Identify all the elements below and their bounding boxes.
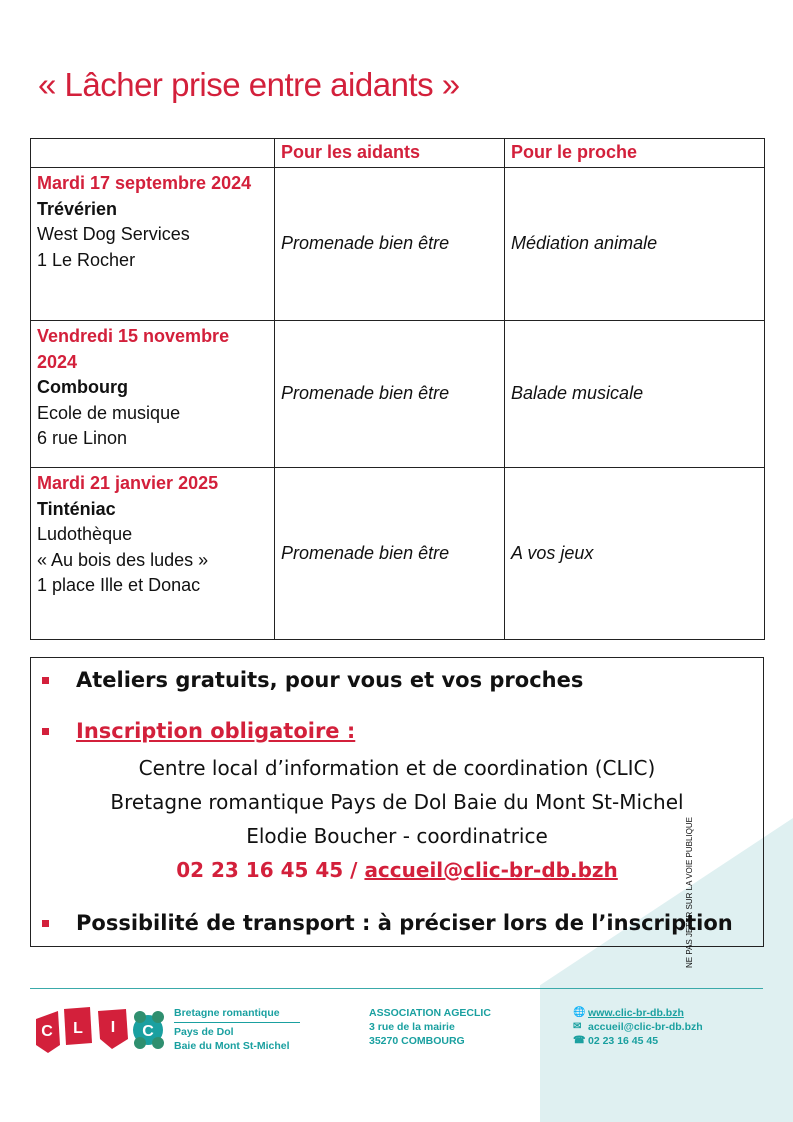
bullet-square-icon <box>42 677 49 684</box>
phone-number: 02 23 16 45 45 <box>176 858 344 882</box>
logo-l-shape <box>64 1007 92 1045</box>
footer-street: 3 rue de la mairie <box>369 1021 455 1033</box>
logo-c-shape <box>36 1011 60 1053</box>
event-date: Vendredi 15 novembre 2024 <box>37 326 230 372</box>
footer-divider <box>30 988 763 989</box>
logo-letter: L <box>73 1020 83 1037</box>
event-town: Tinténiac <box>37 498 116 519</box>
footer-website-link[interactable]: www.clic-br-db.bzh <box>588 1007 684 1019</box>
proche-activity: Balade musicale <box>505 321 765 468</box>
table-row <box>31 468 765 640</box>
event-place-line: « Au bois des ludes » <box>37 549 209 570</box>
clic-area-line: Bretagne romantique Pays de Dol Baie du Mont St-Michel <box>110 790 684 814</box>
footer-email[interactable]: accueil@clic-br-db.bzh <box>588 1021 703 1033</box>
envelope-icon: ✉ <box>573 1021 582 1032</box>
event-place-line: 1 place Ille et Donac <box>37 575 201 595</box>
transport-text: Possibilité de transport : à préciser lors de l’inscription <box>76 911 733 935</box>
aidants-activity: Promenade bien être <box>275 321 505 468</box>
clic-name-line: Centre local d’information et de coordination (CLIC) <box>138 756 656 780</box>
page-title: « Lâcher prise entre aidants » <box>38 66 460 103</box>
proche-activity: A vos jeux <box>505 468 765 640</box>
footer-phone: 02 23 16 45 45 <box>588 1035 659 1047</box>
event-place-line: 6 rue Linon <box>37 428 128 448</box>
event-town: Combourg <box>37 377 128 397</box>
aidants-activity: Promenade bien être <box>275 168 505 321</box>
logo-letter: I <box>110 1019 116 1036</box>
table-header-row <box>31 139 765 168</box>
bullet-square-icon <box>42 728 49 735</box>
event-town: Trévérien <box>37 198 118 219</box>
bullet-square-icon <box>42 920 49 927</box>
coordinator-line: Elodie Boucher - coordinatrice <box>246 824 548 848</box>
footer-web-row <box>573 1006 703 1020</box>
logo-i-shape <box>98 1009 128 1049</box>
event-place-line: 1 Le Rocher <box>37 249 136 270</box>
event-cell <box>31 468 275 640</box>
event-place-line: Ecole de musique <box>37 402 181 423</box>
footer-territory-line: Pays de Dol <box>174 1026 234 1038</box>
logo-letter: C <box>41 1023 53 1040</box>
event-cell <box>31 168 275 321</box>
footer-territory-rule <box>174 1022 300 1023</box>
free-workshops-text: Ateliers gratuits, pour vous et vos proches <box>76 668 584 692</box>
header-empty <box>31 139 275 168</box>
event-cell <box>31 321 275 468</box>
logo-letter: C <box>142 1023 154 1040</box>
footer-address <box>369 1006 491 1048</box>
phone-icon: ☎ <box>573 1035 586 1046</box>
registration-heading: Inscription obligatoire : <box>76 719 356 743</box>
event-place-line: West Dog Services <box>37 224 190 244</box>
schedule-table <box>30 138 765 640</box>
footer-territory <box>174 1006 300 1053</box>
event-place-line: Ludothèque <box>37 524 133 544</box>
logo-c2-shape <box>133 1011 164 1049</box>
vertical-disposal-note: NE PAS JETER SUR LA VOIE PUBLIQUE <box>685 816 694 968</box>
table-row <box>31 168 765 321</box>
proche-activity: Médiation animale <box>505 168 765 321</box>
globe-icon: 🌐 <box>573 1007 586 1018</box>
footer-association-name: ASSOCIATION AGECLIC <box>369 1007 491 1019</box>
aidants-activity: Promenade bien être <box>275 468 505 640</box>
event-date: Mardi 17 septembre 2024 <box>37 173 252 193</box>
table-row <box>31 321 765 468</box>
contact-line <box>31 858 763 882</box>
bullet-item <box>31 911 733 935</box>
footer-city: 35270 COMBOURG <box>369 1035 465 1047</box>
footer-contact <box>573 1006 703 1048</box>
contact-separator: / <box>343 858 365 882</box>
header-proche: Pour le proche <box>505 139 765 168</box>
bullet-item <box>31 719 355 743</box>
footer-mail-row <box>573 1020 703 1034</box>
clic-logo <box>32 1005 166 1055</box>
event-date: Mardi 21 janvier 2025 <box>37 473 219 493</box>
footer-phone-row <box>573 1034 703 1048</box>
info-box <box>30 657 764 947</box>
email-link[interactable]: accueil@clic-br-db.bzh <box>364 858 618 882</box>
header-aidants: Pour les aidants <box>275 139 505 168</box>
bullet-item <box>31 668 583 692</box>
footer-territory-line: Baie du Mont St-Michel <box>174 1040 290 1052</box>
footer-territory-line: Bretagne romantique <box>174 1007 280 1019</box>
